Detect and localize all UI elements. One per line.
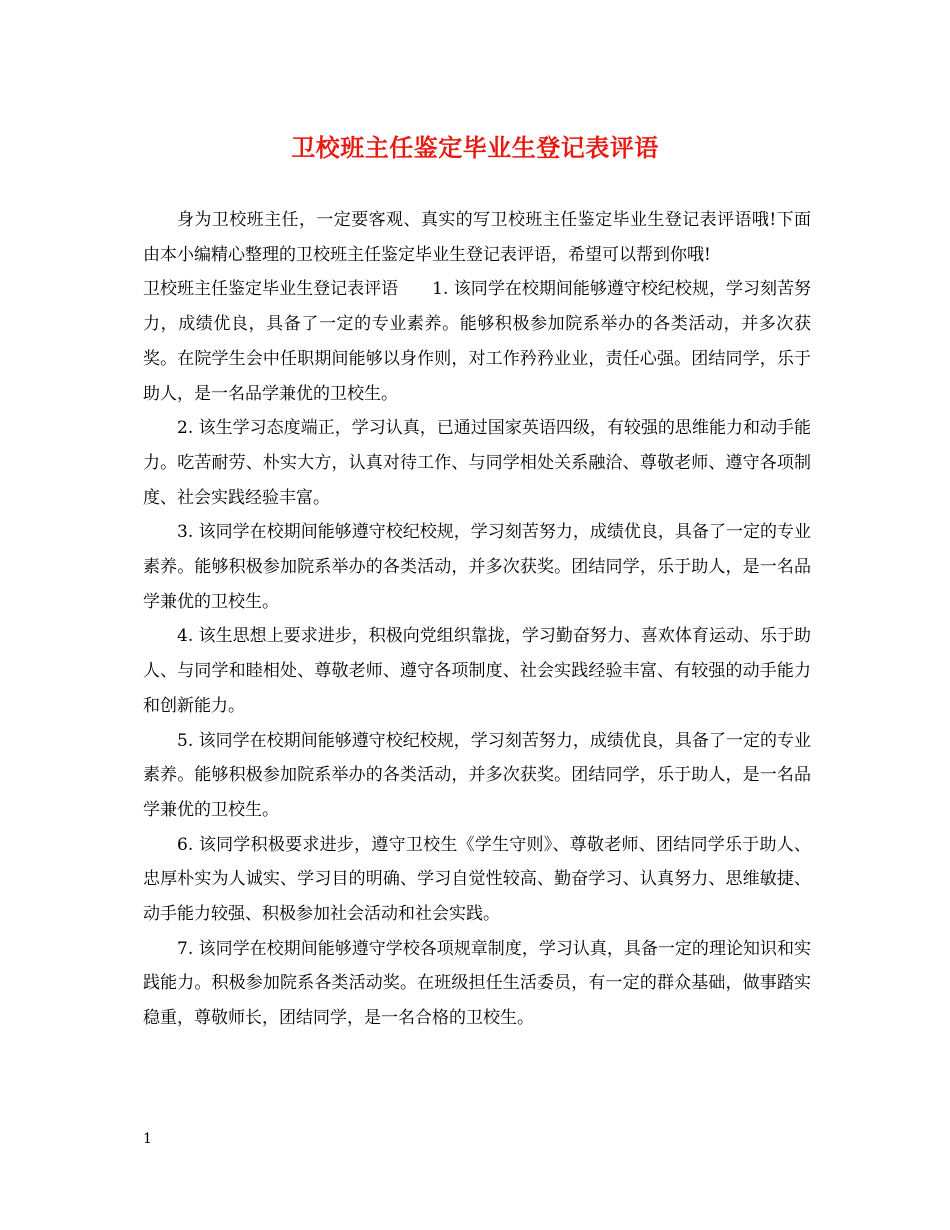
comment-item-4: 4. 该生思想上要求进步，积极向党组织靠拢，学习勤奋努力、喜欢体育运动、乐于助人、与同学和睦相处、尊敬老师、遵守各项制度、社会实践经验丰富、有较强的动手能力和创新能力。 (143, 626, 811, 716)
intro-paragraph: 身为卫校班主任，一定要客观、真实的写卫校班主任鉴定毕业生登记表评语哦!下面由本小编精心整理的卫校班主任鉴定毕业生登记表评语，希望可以帮到你哦! (143, 210, 811, 265)
comment-item-6: 6. 该同学积极要求进步，遵守卫校生《学生守则》、尊敬老师、团结同学乐于助人、忠厚朴实为人诚实、学习目的明确、学习自觉性较高、勤奋学习、认真努力、思维敏捷、动手能力较强、积极参加社会活动和社会实践。 (143, 834, 811, 925)
page-number: 1 (143, 1131, 152, 1147)
document-title: 卫校班主任鉴定毕业生登记表评语 (291, 133, 659, 162)
comment-item-7: 7. 该同学在校期间能够遵守学校各项规章制度，学习认真，具备一定的理论知识和实践能力。积极参加院系各类活动奖。在班级担任生活委员，有一定的群众基础，做事踏实稳重，尊敬师长，团结同学，是一名合格的卫校生。 (143, 938, 811, 1029)
comment-item-1: 卫校班主任鉴定毕业生登记表评语 1. 该同学在校期间能够遵守校纪校规，学习刻苦努力，成绩优良，具备了一定的专业素养。能够积极参加院系举办的各类活动，并多次获奖。在院学生会中任职期间能够以身作则，对工作矜矜业业，责任心强。团结同学，乐于助人，是一名品学兼优的卫校生。 (143, 279, 811, 404)
document-body (143, 203, 811, 1036)
comment-item-3: 3. 该同学在校期间能够遵守校纪校规，学习刻苦努力，成绩优良，具备了一定的专业素养。能够积极参加院系举办的各类活动，并多次获奖。团结同学，乐于助人，是一名品学兼优的卫校生。 (143, 522, 811, 612)
comment-item-2: 2. 该生学习态度端正，学习认真，已通过国家英语四级，有较强的思维能力和动手能力。吃苦耐劳、朴实大方，认真对待工作、与同学相处关系融洽、尊敬老师、遵守各项制度、社会实践经验丰富。 (143, 418, 811, 508)
comment-item-5: 5. 该同学在校期间能够遵守校纪校规，学习刻苦努力，成绩优良，具备了一定的专业素养。能够积极参加院系举办的各类活动，并多次获奖。团结同学，乐于助人，是一名品学兼优的卫校生。 (143, 730, 811, 820)
